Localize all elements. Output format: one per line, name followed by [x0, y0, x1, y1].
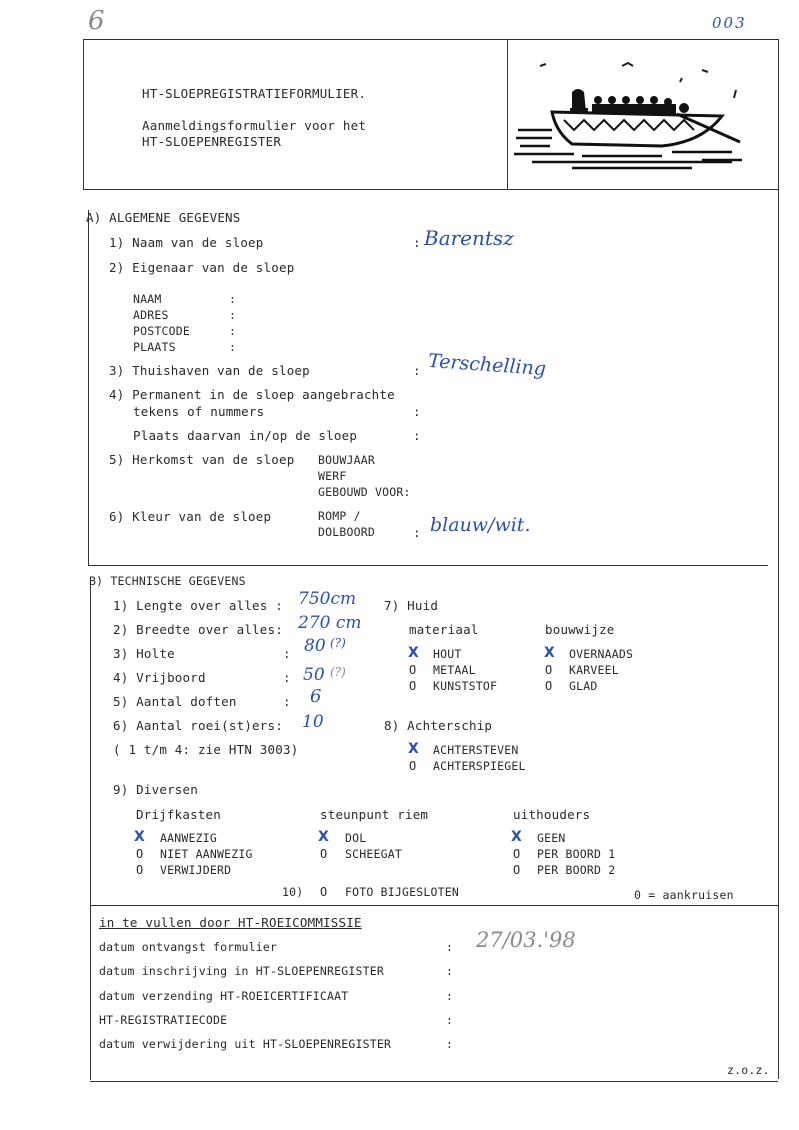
b3-colon: :	[283, 646, 291, 661]
b2-answer: 270 cm	[298, 613, 362, 633]
q5-gebouwd-voor: GEBOUWD VOOR:	[318, 485, 411, 499]
q7-col-bouwwijze: bouwwijze	[545, 622, 615, 637]
q6-answer: blauw/wit.	[430, 514, 531, 536]
b1-label: 1) Lengte over alles :	[113, 598, 283, 613]
legend: 0 = aankruisen	[634, 888, 734, 902]
form-subtitle-1: Aanmeldingsformulier voor het	[142, 118, 367, 133]
form-subtitle-2: HT-SLOEPENREGISTER	[142, 134, 282, 149]
q7-glad-mark[interactable]: O	[545, 679, 553, 693]
owner-naam-label: NAAM	[133, 292, 162, 306]
form-title: HT-SLOEPREGISTRATIEFORMULIER.	[142, 86, 367, 101]
q7-kunststof-mark[interactable]: O	[409, 679, 417, 693]
commission-top	[90, 905, 778, 906]
zoz-note: z.o.z.	[727, 1063, 770, 1077]
q5-label: 5) Herkomst van de sloep	[109, 452, 295, 467]
b3-label: 3) Holte	[113, 646, 175, 661]
q9-aanwezig-mark[interactable]: X	[134, 829, 145, 845]
owner-adres-label: ADRES	[133, 308, 169, 322]
q7-label: 7) Huid	[384, 598, 439, 613]
commission-row-2-label: datum inschrijving in HT-SLOEPENREGISTER	[99, 964, 384, 978]
commission-row-1-answer: 27/03.'98	[476, 928, 576, 952]
b3-note: (?)	[330, 636, 346, 650]
q4-label-1: 4) Permanent in de sloep aangebrachte	[109, 387, 395, 402]
b5-label: 5) Aantal doften	[113, 694, 237, 709]
q8-achtersteven-label: ACHTERSTEVEN	[433, 743, 519, 757]
q9-col-steunpunt: steunpunt riem	[320, 807, 429, 822]
q9-scheegat-mark[interactable]: O	[320, 847, 328, 861]
b3-answer: 80	[304, 636, 326, 656]
q7-kunststof-label: KUNSTSTOF	[433, 679, 498, 693]
q6-dolboord: DOLBOORD	[318, 525, 375, 539]
frame-right	[778, 39, 779, 1079]
q8-achterspiegel-mark[interactable]: O	[409, 759, 417, 773]
q9-verwijderd-label: VERWIJDERD	[160, 863, 232, 877]
q7-hout-label: HOUT	[433, 647, 462, 661]
frame-top	[83, 39, 779, 40]
q7-hout-mark[interactable]: X	[408, 645, 419, 661]
stamp-number: 003	[712, 14, 747, 32]
b4-answer: 50	[303, 665, 325, 685]
q9-col-drijfkasten: Drijfkasten	[136, 807, 221, 822]
q8-achtersteven-mark[interactable]: X	[408, 741, 419, 757]
q9-per-boord-2-label: PER BOORD 2	[537, 863, 616, 877]
q7-overnaads-label: OVERNAADS	[569, 647, 634, 661]
q4-colon: :	[413, 404, 421, 419]
b6-answer: 10	[302, 712, 324, 732]
b5-colon: :	[283, 694, 291, 709]
q9-aanwezig-label: AANWEZIG	[160, 831, 217, 845]
q5-bouwjaar: BOUWJAAR	[318, 453, 375, 467]
commission-row-1-colon: :	[446, 940, 454, 954]
b5-answer: 6	[310, 686, 322, 707]
q1-answer: Barentsz	[424, 226, 514, 250]
q2-label: 2) Eigenaar van de sloep	[109, 260, 295, 275]
q6-label: 6) Kleur van de sloep	[109, 509, 272, 524]
q5-werf: WERF	[318, 469, 347, 483]
commission-row-4-colon: :	[446, 1013, 454, 1027]
q7-metaal-label: METAAL	[433, 663, 476, 677]
q3-answer: Terschelling	[427, 349, 547, 381]
q9-verwijderd-mark[interactable]: O	[136, 863, 144, 877]
page-number: 6	[88, 6, 105, 36]
q7-col-materiaal: materiaal	[409, 622, 479, 637]
q10-number: 10)	[282, 885, 304, 899]
q7-karveel-mark[interactable]: O	[545, 663, 553, 677]
q7-overnaads-mark[interactable]: X	[544, 645, 555, 661]
commission-row-5-label: datum verwijdering uit HT-SLOEPENREGISTER	[99, 1037, 392, 1051]
q9-per-boord-2-mark[interactable]: O	[513, 863, 521, 877]
frame-bottom	[90, 1081, 778, 1082]
commission-row-2-colon: :	[446, 964, 454, 978]
header-divider	[507, 39, 508, 189]
q8-label: 8) Achterschip	[384, 718, 493, 733]
owner-postcode-label: POSTCODE	[133, 324, 190, 338]
q6-colon: :	[413, 525, 421, 540]
frame-left-a	[88, 210, 89, 565]
commission-row-3-label: datum verzending HT-ROEICERTIFICAAT	[99, 989, 349, 1003]
commission-row-3-colon: :	[446, 989, 454, 1003]
q1-label: 1) Naam van de sloep	[109, 235, 264, 250]
q10-mark[interactable]: O	[320, 885, 328, 899]
commission-row-5-colon: :	[446, 1037, 454, 1051]
rowing-boat-illustration	[512, 52, 774, 176]
q9-niet-aanwezig-label: NIET AANWEZIG	[160, 847, 253, 861]
q10-label: FOTO BIJGESLOTEN	[345, 885, 459, 899]
q9-label: 9) Diversen	[113, 782, 198, 797]
frame-left-b	[90, 580, 91, 1080]
q3-colon: :	[413, 363, 421, 378]
section-b-heading: B) TECHNISCHE GEGEVENS	[89, 574, 246, 588]
q9-scheegat-label: SCHEEGAT	[345, 847, 402, 861]
owner-naam-colon: :	[229, 292, 237, 306]
q8-achterspiegel-label: ACHTERSPIEGEL	[433, 759, 526, 773]
q9-col-uithouders: uithouders	[513, 807, 591, 822]
q7-metaal-mark[interactable]: O	[409, 663, 417, 677]
b4-label: 4) Vrijboord	[113, 670, 206, 685]
q4b-colon: :	[413, 428, 421, 443]
q9-geen-label: GEEN	[537, 831, 566, 845]
q9-geen-mark[interactable]: X	[511, 829, 522, 845]
b4-note: (?)	[330, 665, 346, 679]
q3-label: 3) Thuishaven van de sloep	[109, 363, 310, 378]
q4b-label: Plaats daarvan in/op de sloep	[133, 428, 358, 443]
q7-karveel-label: KARVEEL	[569, 663, 619, 677]
b2-label: 2) Breedte over alles:	[113, 622, 283, 637]
owner-plaats-colon: :	[229, 340, 237, 354]
q1-colon: :	[413, 235, 421, 250]
frame-left-top	[83, 39, 84, 189]
commission-row-4-label: HT-REGISTRATIECODE	[99, 1013, 228, 1027]
reference-note: ( 1 t/m 4: zie HTN 3003)	[113, 742, 299, 757]
owner-adres-colon: :	[229, 308, 237, 322]
q9-dol-label: DOL	[345, 831, 367, 845]
owner-plaats-label: PLAATS	[133, 340, 176, 354]
b1-answer: 750cm	[298, 589, 357, 609]
q6-romp: ROMP /	[318, 509, 361, 523]
q9-dol-mark[interactable]: X	[318, 829, 329, 845]
q9-per-boord-1-mark[interactable]: O	[513, 847, 521, 861]
section-a-heading: A) ALGEMENE GEGEVENS	[86, 210, 241, 225]
b4-colon: :	[283, 670, 291, 685]
q9-niet-aanwezig-mark[interactable]: O	[136, 847, 144, 861]
section-a-top	[83, 189, 779, 190]
section-b-top	[88, 565, 768, 566]
commission-heading: in te vullen door HT-ROEICOMMISSIE	[99, 915, 362, 930]
b6-label: 6) Aantal roei(st)ers:	[113, 718, 283, 733]
commission-row-1-label: datum ontvangst formulier	[99, 940, 278, 954]
q7-glad-label: GLAD	[569, 679, 598, 693]
q4-label-2: tekens of nummers	[133, 404, 265, 419]
owner-postcode-colon: :	[229, 324, 237, 338]
q9-per-boord-1-label: PER BOORD 1	[537, 847, 616, 861]
